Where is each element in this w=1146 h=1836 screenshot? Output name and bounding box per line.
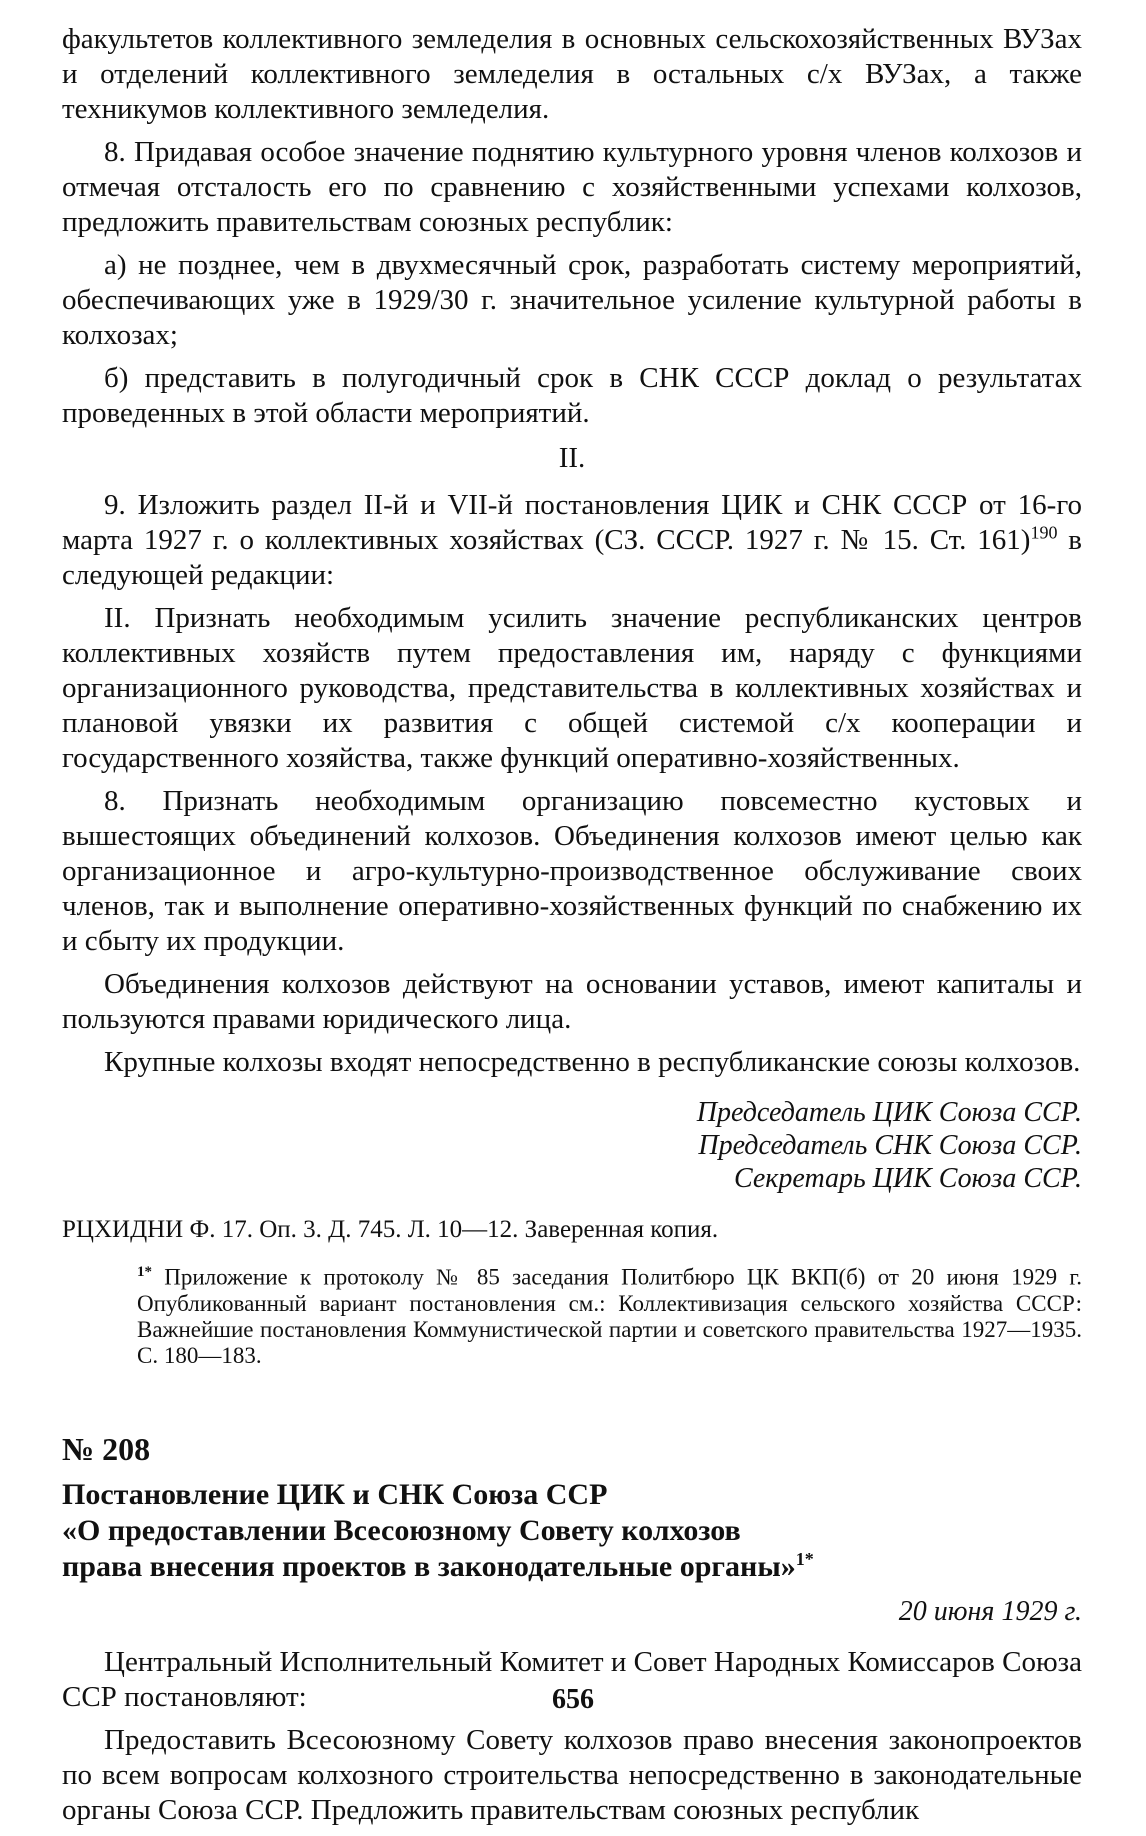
paragraph-8-culture: 8. Придавая особое значение поднятию культурного уровня членов колхозов и отмечая отсталость его по сравнению с хозяйственными успехами колхозов, предложить правительствам союзных республик: [62, 136, 1082, 238]
signature-line: Секретарь ЦИК Союза ССР. [734, 1163, 1082, 1194]
archive-reference: РЦХИДНИ Ф. 17. Оп. 3. Д. 745. Л. 10—12. Заверенная копия. [62, 1216, 719, 1243]
paragraph-unions-status: Объединения колхозов действуют на основании уставов, имеют капиталы и пользуются правами юридического лица. [62, 968, 1082, 1035]
paragraph-9-tail: в следующей редакции: [62, 524, 1082, 591]
footnote-mark: 1* [137, 1264, 152, 1280]
title-footnote-mark: 1* [795, 1548, 814, 1569]
paragraph-ii: II. Признать необходимым усилить значение республиканских центров коллективных хозяйств путем предоставления им, наряду с функциями организационного руководства, представительства в коллективных хозяйствах и плановой увязки их развития с общей системой с/х кооперации и государственного хозяйства, также функций оперативно-хозяйственных. [62, 602, 1082, 774]
paragraph-9-text: 9. Изложить раздел II-й и VII-й постановления ЦИК и СНК СССР от 16-го марта 1927 г. о коллективных хозяйствах (СЗ. СССР. 1927 г. № 15. Ст. 161) [62, 489, 1082, 556]
signature-block [62, 1096, 1082, 1195]
document-title-line [62, 1549, 1082, 1585]
paragraph-resolution: Предоставить Всесоюзному Совету колхозов право внесения законопроектов по всем вопросам колхозного строительства непосредственно в законодательные органы Союза ССР. Предложить правительствам союзных республик [62, 1723, 1082, 1826]
paragraph-8b: б) представить в полугодичный срок в СНК СССР доклад о результатах проведенных в этой области мероприятий. [62, 362, 1082, 429]
paragraph-continued: факультетов коллективного земледелия в основных сельскохозяйственных ВУЗах и отделений коллективного земледелия в остальных с/х ВУЗах, а также техникумов коллективного земледелия. [62, 23, 1082, 125]
section-heading: II. [558, 442, 586, 474]
paragraph-9 [62, 488, 1082, 593]
signature-line: Председатель СНК Союза ССР. [698, 1130, 1082, 1161]
paragraph-preamble: Центральный Исполнительный Комитет и Совет Народных Комиссаров Союза ССР постановляют: [62, 1645, 1082, 1713]
document-title-line: «О предоставлении Всесоюзному Совету колхозов [62, 1513, 741, 1547]
footnote [137, 1259, 1082, 1369]
document-title-line: Постановление ЦИК и СНК Союза ССР [62, 1477, 608, 1511]
footnote-text: Приложение к протоколу № 85 заседания Политбюро ЦК ВКП(б) от 20 июня 1929 г. Опубликованный вариант постановления см.: Коллективизация сельского хозяйства СССР: Важнейшие постановления Коммунистической партии и советского правительства 1927—1935. С. 180—183. [137, 1264, 1082, 1368]
document-number: № 208 [62, 1430, 151, 1467]
page-content [62, 22, 1082, 1836]
paragraph-8a: а) не позднее, чем в двухмесячный срок, разработать систему мероприятий, обеспечивающих уже в 1929/30 г. значительное усиление культурной работы в колхозах; [62, 249, 1082, 351]
footnote-ref-190: 190 [1030, 522, 1058, 543]
signature-line: Председатель ЦИК Союза ССР. [696, 1097, 1082, 1128]
document-date: 20 июня 1929 г. [898, 1595, 1082, 1627]
paragraph-8-unions: 8. Признать необходимым организацию повсеместно кустовых и вышестоящих объединений колхозов. Объединения колхозов имеют целью как организационное и агро-культурно-производственное обслуживание своих членов, так и выполнение оперативно-хозяйственных функций по снабжению их и сбыту их продукции. [62, 785, 1082, 957]
paragraph-large-collectives: Крупные колхозы входят непосредственно в республиканские союзы колхозов. [104, 1046, 1081, 1078]
document-title-text: права внесения проектов в законодательные органы» [62, 1549, 796, 1583]
page-number: 656 [552, 1684, 594, 1715]
